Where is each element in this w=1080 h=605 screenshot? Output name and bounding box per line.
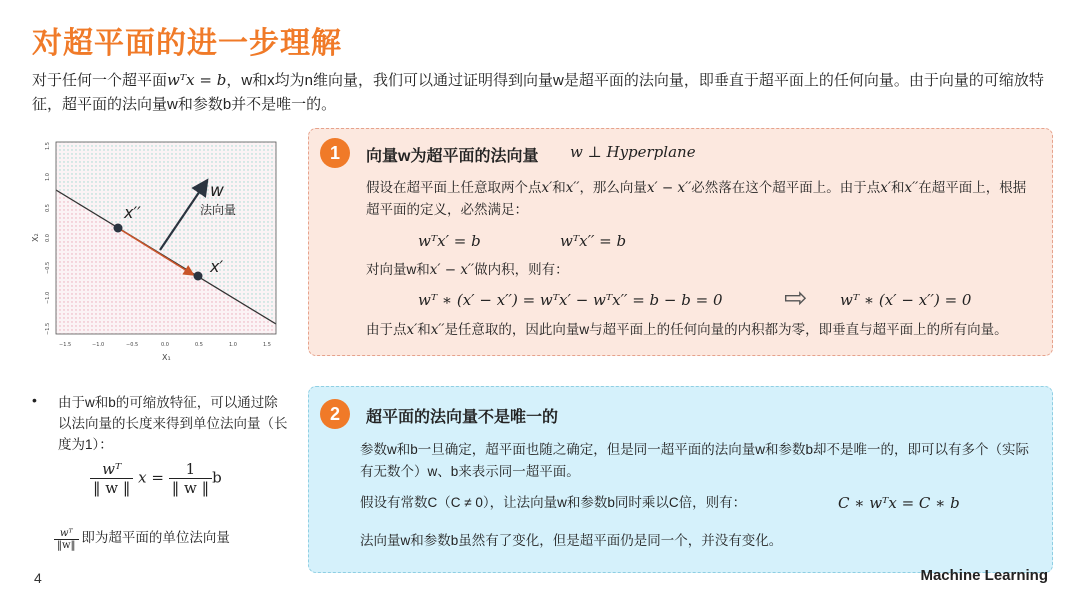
math: x′ <box>880 180 891 196</box>
unit-normal-equation <box>90 460 222 497</box>
section-1-paragraph-1 <box>366 177 1038 221</box>
text: 对向量w和 <box>366 262 430 277</box>
fraction-denominator: ‖w‖ <box>57 539 76 551</box>
section-1-paragraph-3 <box>366 319 1046 341</box>
intro-paragraph <box>32 68 1052 117</box>
equation-x-prime: wᵀx′ = b <box>418 232 481 250</box>
text: 是任意取的，因此向量w与超平面上的任何向量的内积都为零，即垂直与超平面上的所有向量。 <box>444 322 1008 337</box>
section-1-badge: 1 <box>320 138 350 168</box>
math: x′ − x′′ <box>429 262 475 278</box>
fraction-numerator: wᵀ <box>90 460 133 479</box>
equation-part: b <box>212 468 222 487</box>
math: x′′ <box>904 180 919 196</box>
x-tick: −0.5 <box>126 342 139 348</box>
y-tick: 0.0 <box>45 234 51 242</box>
y-tick: −1.5 <box>45 322 51 335</box>
y-tick: 0.5 <box>45 204 51 212</box>
text: 在超平面上，根据超平面的定义，必然满足： <box>366 180 1027 217</box>
section-1-paragraph-2 <box>366 259 569 281</box>
fraction-denominator: ‖ w ‖ <box>171 479 210 497</box>
math: x′′ <box>430 322 445 338</box>
text: 必然落在这个超平面上。由于点 <box>691 180 881 195</box>
math: x′ <box>406 322 418 338</box>
page-number: 4 <box>34 570 42 586</box>
equation-x-double-prime: wᵀx′′ = b <box>560 232 627 250</box>
x-tick: 0.5 <box>195 342 203 348</box>
bullet-marker: • <box>32 392 37 408</box>
implies-arrow-icon: ⇨ <box>784 282 808 313</box>
x-axis-label: X₁ <box>162 353 171 362</box>
x-tick: 1.0 <box>229 342 237 348</box>
text: 假设在超平面上任意取两个点 <box>366 180 542 195</box>
x-tick: 1.5 <box>263 342 271 348</box>
w-label: w <box>210 181 224 201</box>
section-2-paragraph-3: 法向量w和参数b虽然有了变化，但是超平面仍是同一个，并没有变化。 <box>360 533 783 548</box>
x-tick: 0.0 <box>161 342 169 348</box>
point-x-double-prime <box>114 224 123 233</box>
section-1-heading-equation: w ⊥ Hyperplane <box>570 143 696 161</box>
fraction-numerator: wᵀ <box>54 528 79 540</box>
section-2-paragraph-1: 参数w和b一旦确定，超平面也随之确定，但是同一超平面的法向量w和参数b却不是唯一的，即可以有多个（实际有无数个）w、b来表示同一超平面。 <box>360 442 1030 479</box>
normal-label: 法向量 <box>200 203 237 217</box>
fraction-denominator: ‖ w ‖ <box>93 479 131 497</box>
section-2-badge: 2 <box>320 399 350 429</box>
math: x′′ <box>565 180 580 196</box>
text: 和 <box>552 180 566 195</box>
x-tick-labels <box>59 342 271 348</box>
text: 和 <box>417 322 431 337</box>
section-2-paragraph-2: 假设有常数C（C ≠ 0），让法向量w和参数b同时乘以C倍，则有： <box>360 495 747 510</box>
text: ，那么向量 <box>579 180 647 195</box>
section-1-heading: 向量w为超平面的法向量 <box>366 148 539 165</box>
page-title: 对超平面的进一步理解 <box>32 27 342 60</box>
y-tick: −1.0 <box>45 291 51 304</box>
text: 做内积，则有： <box>474 262 569 277</box>
fraction-numerator: 1 <box>169 460 212 479</box>
x-double-prime-label: x′′ <box>124 203 141 222</box>
y-tick: 1.0 <box>45 173 51 181</box>
equation-part: x = <box>138 468 164 487</box>
y-tick: 1.5 <box>45 142 51 150</box>
section-2-equation: C ∗ wᵀx = C ∗ b <box>838 494 960 512</box>
bullet-text: 由于w和b的可缩放特征，可以通过除以法向量的长度来得到单位法向量（长度为1）： <box>58 395 288 452</box>
math: x′ <box>541 180 553 196</box>
caption-text: 即为超平面的单位法向量 <box>81 530 230 545</box>
x-tick: −1.0 <box>92 342 105 348</box>
inner-product-equation: wᵀ ∗ (x′ − x′′) = wᵀx′ − wᵀx′′ = b − b = 0 <box>418 291 723 309</box>
y-tick: −0.5 <box>45 261 51 274</box>
hyperplane-plot <box>30 136 280 368</box>
unit-normal-caption <box>54 526 230 551</box>
brand-label: Machine Learning <box>920 567 1048 584</box>
text: 和 <box>890 180 905 195</box>
math: x′ − x′′ <box>646 180 692 196</box>
intro-text-1: 对于任何一个超平面 <box>32 72 168 89</box>
point-x-prime <box>194 272 203 281</box>
intro-equation: wᵀx = b <box>167 71 227 89</box>
section-2-heading: 超平面的法向量不是唯一的 <box>366 409 559 426</box>
y-axis-label: X₂ <box>31 233 40 242</box>
intro-text-2: ，w和x均为n维向量，我们可以通过证明得到向量w是超平面的法向量，即垂直于超平面上的任何向量。由于向量的可缩放特征，超平面的法向量w和参数b并不是唯一的。 <box>32 72 1044 113</box>
x-prime-label: x′ <box>210 257 224 276</box>
result-equation: wᵀ ∗ (x′ − x′′) = 0 <box>840 291 972 309</box>
x-tick: −1.5 <box>59 342 72 348</box>
text: 由于点 <box>366 322 407 337</box>
y-tick-labels <box>45 142 51 335</box>
